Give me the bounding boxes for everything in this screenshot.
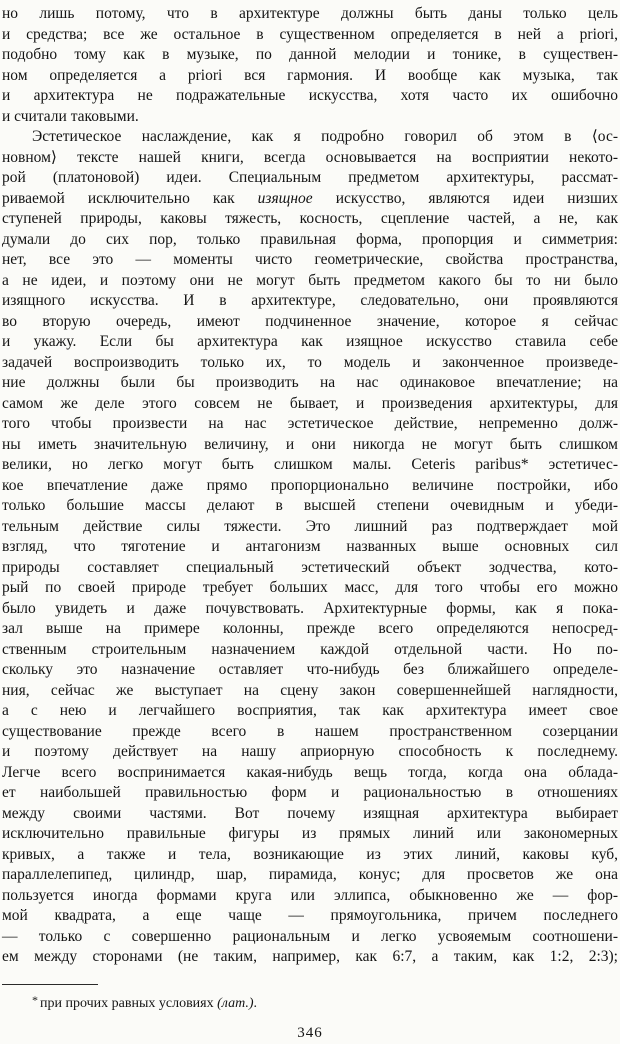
text-line: — только с совершенно рациональным и легко усвояемым соотношени- [2, 927, 618, 945]
text-line: думали до сих пор, только правильная форма, пропорция и симметрия: [2, 230, 618, 248]
text-line: Легче всего воспринимается какая-нибудь вещь тогда, когда она облада- [2, 763, 618, 781]
text-line: а не идеи, и поэтому они не могут быть предметом какого бы то ни было [2, 271, 618, 289]
footnote-marker: * [32, 992, 38, 1007]
text-line: нет, все это — моменты чисто геометрические, свойства пространства, [2, 251, 618, 268]
text-line: рой (платоновой) идеи. Специальным предметом архитектуры, рассмат- [2, 169, 618, 186]
text-line: было увидеть и даже почувствовать. Архитектурные формы, как я пока- [2, 599, 618, 617]
text-line: взгляд, что тяготение и антагонизм названных выше основных сил [2, 538, 618, 555]
main-text-block [2, 4, 618, 968]
text-line: Эстетическое наслаждение, как я подробно говорил об этом в ⟨ос- [32, 128, 618, 145]
text-line: зал выше на примере колонны, прежде всего определяются непосред- [2, 620, 618, 637]
text-line: пользуется иногда формами круга или эллипса, обыкновенно же — фор- [2, 886, 618, 904]
paragraph [2, 4, 618, 127]
text-segment: риваемой исключительно как [2, 189, 258, 207]
text-line: и считали таковыми. [2, 107, 139, 125]
text-line: только большие массы делают в высшей степени очевидным и убеди- [2, 497, 618, 514]
text-line: того чтобы произвести на нас эстетическое действие, непременно долж- [2, 415, 618, 432]
text-line: ние должны были бы производить на нас одинаковое впечатление; на [2, 374, 618, 391]
paragraph [2, 127, 618, 968]
page-number: 346 [297, 1024, 323, 1041]
text-line: изящного искусства. И в архитектуре, следовательно, они проявляются [2, 292, 618, 309]
text-line: природы составляет специальный эстетический объект зодчества, кото- [2, 558, 618, 576]
text-line [2, 189, 618, 210]
text-line: скольку это назначение оставляет что-нибудь без ближайшего определе- [2, 661, 618, 678]
text-line: ном определяется a priori вся гармония. И вообще как музыка, так [2, 66, 618, 84]
text-line: ния, сейчас же выступает на сцену закон совершеннейшей наглядности, [2, 681, 618, 699]
text-line: кривых, а также и тела, возникающие из этих линий, каковы куб, [2, 845, 618, 863]
text-line: существование прежде всего в нашем пространственном созерцании [2, 722, 618, 740]
text-line: ны иметь значительную величину, и они никогда не могут быть слишком [2, 435, 618, 453]
text-line: велики, но легко могут быть слишком малы. Ceteris paribus* эстетичес- [2, 456, 618, 473]
footnote-end: . [253, 995, 258, 1011]
text-line: самом же деле этого совсем не бывает, и произведения архитектуры, для [2, 394, 618, 412]
text-segment: искусство, являются идеи низших [312, 189, 618, 207]
text-line: ступеней природы, каковы тяжесть, косность, сцепление частей, а не, как [2, 210, 618, 227]
footnote [2, 991, 618, 1013]
text-line: рый по своей природе требует больших масс, для того чтобы его можно [2, 579, 618, 596]
text-line: подобно тому как в музыке, по данной мелодии и тонике, в существен- [2, 46, 618, 63]
italic-text-segment: изящное [257, 189, 313, 207]
text-line: между своими частями. Вот почему изящная архитектура выбирает [2, 804, 618, 822]
text-line: но лишь потому, что в архитектуре должны быть даны только цель [2, 5, 618, 22]
text-line: ственным строительным назначением каждой отдельной части. Но по- [2, 640, 618, 658]
text-line: и укажу. Если бы архитектура как изящное искусство ставила себе [2, 333, 618, 350]
text-line: и поэтому действует на нашу априорную способность к последнему. [2, 743, 618, 760]
text-line: исключительно правильные фигуры из прямых линий или закономерных [2, 825, 618, 842]
text-line: тельным действие силы тяжести. Это лишний раз подтверждает мой [2, 517, 618, 535]
text-line: задачей воспроизводить только их, то модель и законченное произведе- [2, 353, 618, 371]
text-line: и средства; все же остальное в существенном определяется в ней a priori, [2, 25, 618, 43]
text-line: новном⟩ тексте нашей книги, всегда основывается на восприятии некото- [2, 148, 618, 166]
footnote-separator [2, 984, 98, 985]
footnote-text: при прочих равных условиях [40, 995, 218, 1011]
text-line: и архитектура не подражательные искусства, хотя часто их ошибочно [2, 87, 618, 104]
text-line: а с нею и легчайшего восприятия, так как архитектура имеет свое [2, 702, 618, 719]
text-line: ем между сторонами (не таким, например, как 6:7, а таким, как 1:2, 2:3); [2, 948, 618, 965]
text-line: мой квадрата, а еще чаще — прямоугольника, причем последнего [2, 907, 618, 924]
text-line: параллелепипед, цилиндр, шар, пирамида, конус; для просветов же она [2, 866, 618, 883]
text-line: ет наибольшей правильностью форм и рациональностью в отношениях [2, 784, 618, 801]
text-line: во вторую очередь, имеют подчиненное значение, которое я сейчас [2, 312, 618, 330]
footnote-latin-label: (лат.) [217, 995, 254, 1011]
text-line: кое впечатление даже прямо пропорционально величине постройки, ибо [2, 476, 618, 494]
